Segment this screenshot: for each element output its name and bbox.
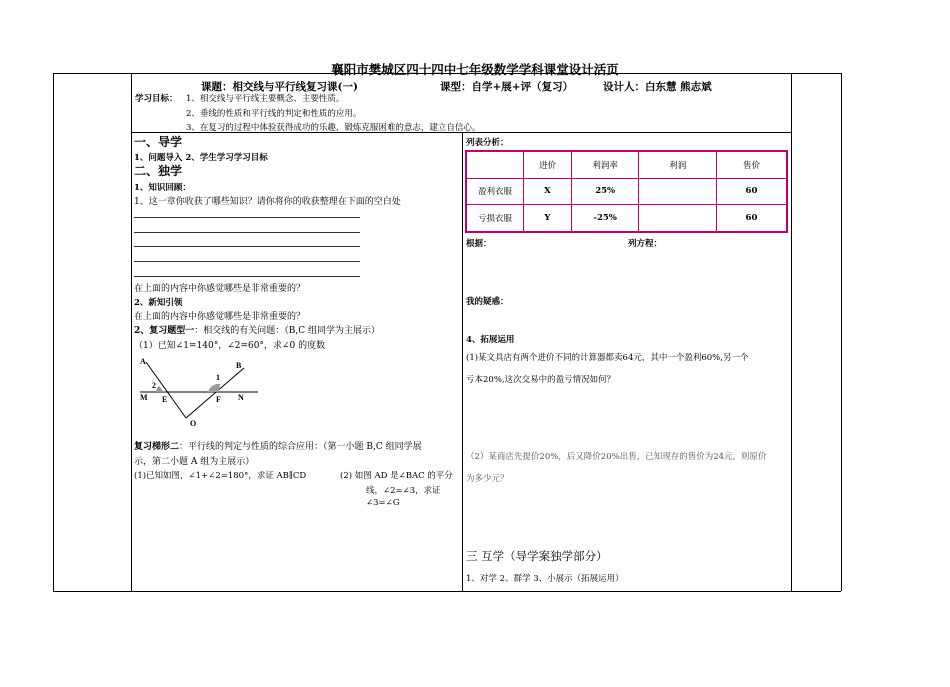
knowledge-question: 1、这一章你收获了哪些知识？请你将你的收获整理在下面的空白处 <box>134 197 401 207</box>
table-header-row <box>466 151 787 178</box>
frame-bottom-line <box>53 591 841 592</box>
basis-label: 根据： <box>466 239 492 249</box>
page-title: 襄阳市樊城区四十四中七年级数学学科课堂设计活页 <box>331 62 619 77</box>
review-type-one <box>134 323 380 336</box>
review-type-one-label: 2、复习题型一 <box>134 326 195 336</box>
extend-question-2-line2: 为多少元？ <box>466 474 509 484</box>
frame-left-line <box>53 73 54 591</box>
review-type-two-text: ：平行线的判定与性质的综合应用：（第一小题 B,C 组同学展 <box>179 442 422 452</box>
answer-line <box>134 246 360 247</box>
table-cell: 亏损衣服 <box>466 205 524 232</box>
table-cell <box>639 178 716 204</box>
review-type-two-cont: 示，第二小题 A 组为主展示） <box>134 457 255 467</box>
lesson-topic: 课题：相交线与平行线复习课(一) <box>201 81 358 93</box>
profit-analysis-table <box>465 150 788 233</box>
label-m: M <box>140 393 148 402</box>
important-question: 在上面的内容中你感觉哪些是非常重要的？ <box>134 312 306 322</box>
table-header-cell: 进价 <box>524 151 572 178</box>
middle-divider-line <box>462 132 463 591</box>
review-type-two <box>134 439 422 452</box>
review-question-one: （1）已知∠1=140°，∠2=60°，求∠0 的度数 <box>134 341 326 351</box>
objectives-label: 学习目标： <box>135 94 178 104</box>
extend-question-1-line1: (1)某文具店有两个进价不同的计算器都卖64元，其中一个盈利60%,另一个 <box>466 353 749 363</box>
table-row <box>466 205 787 232</box>
answer-line <box>134 232 360 233</box>
geometry-figure <box>134 352 284 432</box>
label-e: E <box>162 395 168 404</box>
table-cell: 60 <box>716 178 787 204</box>
label-o: O <box>190 419 197 428</box>
review-question-two-2-line2: 线，∠2=∠3，求证 <box>366 486 441 496</box>
objective-item: 2、垂线的性质和平行线的判定和性质的应用。 <box>186 109 362 119</box>
inner-right-line <box>791 73 792 591</box>
label-angle-2: 2 <box>152 381 156 390</box>
review-question-two-2-line1: (2) 如图 AD 是∠BAC 的平分 <box>340 471 453 481</box>
table-header-cell <box>466 151 524 178</box>
table-cell <box>639 205 716 232</box>
new-knowledge-title: 2、新知引领 <box>134 298 183 308</box>
equation-label: 列方程： <box>628 239 663 249</box>
review-type-one-text: ：相交线的有关问题：（B,C 组同学为主展示） <box>194 326 380 336</box>
section-peer-study-heading: 三 互学（导学案独学部分） <box>466 549 608 563</box>
section-guide-heading: 一、导学 <box>134 135 183 149</box>
section-self-study-heading: 二、独学 <box>134 164 183 178</box>
guide-subtext: 1、问题导入 2、学生学习学习目标 <box>134 153 268 163</box>
answer-line <box>134 217 360 218</box>
table-cell: 60 <box>716 205 787 232</box>
review-question-two-2-line3: ∠3=∠G <box>366 498 400 508</box>
inner-left-line <box>131 73 132 591</box>
important-question: 在上面的内容中你感觉哪些是非常重要的？ <box>134 284 306 294</box>
extend-question-1-line2: 亏本20%,这次交易中的盈亏情况如何？ <box>466 375 616 385</box>
label-n: N <box>238 393 244 402</box>
lesson-designer: 设计人：白东慧 熊志斌 <box>603 81 712 93</box>
peer-study-subtext: 1、对学 2、群学 3、小展示（拓展运用） <box>466 574 624 584</box>
extend-title: 4、拓展运用 <box>466 335 515 345</box>
label-a: A <box>140 357 146 366</box>
review-type-two-label: 复习梯形二 <box>134 442 180 452</box>
table-row <box>466 178 787 204</box>
table-cell: -25% <box>571 205 639 232</box>
table-header-cell: 利润 <box>639 151 716 178</box>
table-header-cell: 利润率 <box>571 151 639 178</box>
table-analysis-title: 列表分析： <box>466 138 509 148</box>
label-f: F <box>216 395 221 404</box>
label-angle-1: 1 <box>216 373 220 382</box>
review-question-two-1: (1)已知如图，∠1+∠2=180°，求证 AB∥CD <box>134 471 307 481</box>
table-cell: X <box>524 178 572 204</box>
frame-right-line <box>841 73 842 591</box>
table-cell: 25% <box>571 178 639 204</box>
table-cell: Y <box>524 205 572 232</box>
objective-item: 3、在复习的过程中体验获得成功的乐趣，锻炼克服困难的意志，建立自信心。 <box>186 123 481 133</box>
table-header-cell: 售价 <box>716 151 787 178</box>
knowledge-review-title: 1、知识回顾： <box>134 183 191 193</box>
answer-line <box>134 276 360 277</box>
table-cell: 盈利衣服 <box>466 178 524 204</box>
objective-item: 1、相交线与平行线主要概念、主要性质。 <box>186 94 345 104</box>
label-b: B <box>236 361 242 370</box>
extend-question-2-line1: （2）某商店先提价20%，后又降价20%出售，已知现存的售价为24元，则原价 <box>466 452 767 462</box>
doubt-label: 我的疑惑： <box>466 297 509 307</box>
lesson-type: 课型：自学+展+评（复习） <box>440 81 574 93</box>
answer-line <box>134 261 360 262</box>
